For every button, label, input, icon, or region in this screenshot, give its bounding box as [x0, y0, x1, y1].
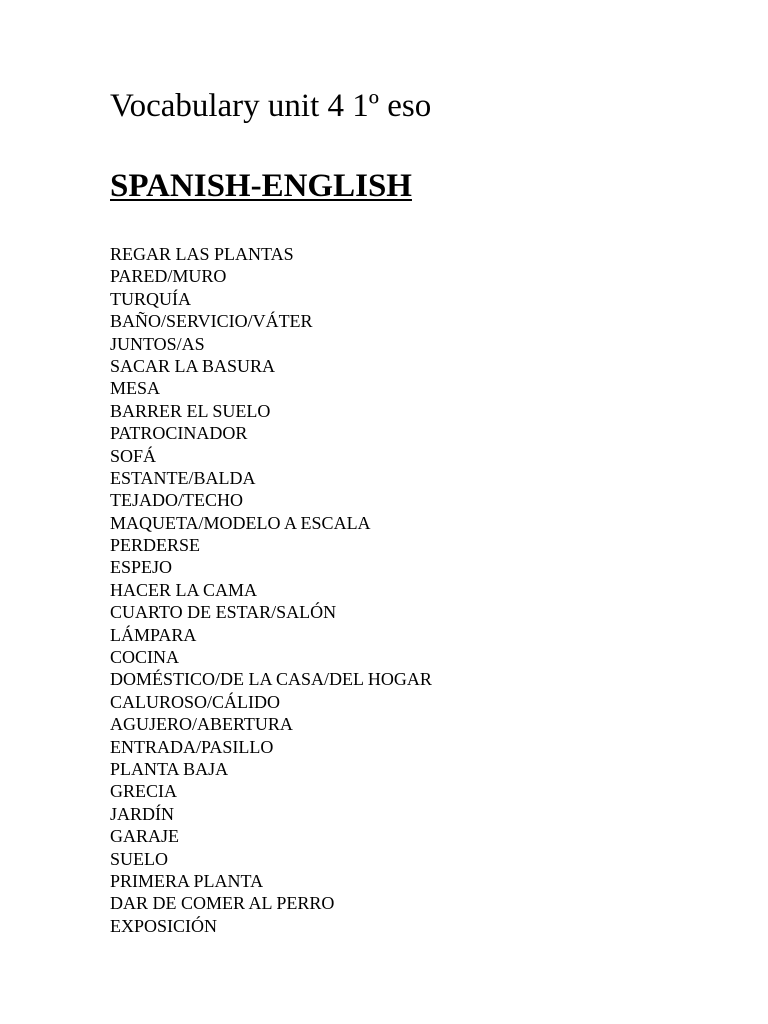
- vocabulary-item: EXPOSICIÓN: [110, 915, 218, 936]
- vocabulary-item: ESTANTE/BALDA: [110, 467, 256, 488]
- vocabulary-item: PERDERSE: [110, 535, 201, 556]
- vocabulary-item: REGAR LAS PLANTAS: [110, 244, 294, 264]
- vocabulary-item: HACER LA CAMA: [110, 579, 258, 600]
- vocabulary-item: BAÑO/SERVICIO/VÁTER: [110, 311, 313, 332]
- vocabulary-item: ENTRADA/PASILLO: [110, 736, 274, 757]
- vocabulary-item: SUELO: [110, 848, 168, 869]
- vocabulary-item: TEJADO/TECHO: [110, 490, 243, 511]
- vocabulary-item: MESA: [110, 378, 161, 399]
- vocabulary-item: DOMÉSTICO/DE LA CASA/DEL HOGAR: [110, 669, 432, 690]
- vocabulary-item: PRIMERA PLANTA: [110, 870, 264, 891]
- vocabulary-item: PLANTA BAJA: [110, 758, 229, 779]
- vocabulary-item: AGUJERO/ABERTURA: [110, 714, 293, 735]
- vocabulary-item: MAQUETA/MODELO A ESCALA: [110, 512, 371, 533]
- vocabulary-list: [110, 243, 432, 937]
- vocabulary-item: ESPEJO: [110, 557, 173, 578]
- vocabulary-item: GRECIA: [110, 781, 177, 802]
- vocabulary-item: SACAR LA BASURA: [110, 355, 276, 376]
- vocabulary-item: LÁMPARA: [110, 624, 197, 645]
- vocabulary-item: CUARTO DE ESTAR/SALÓN: [110, 602, 337, 623]
- vocabulary-item: SOFÁ: [110, 445, 157, 466]
- vocabulary-item: DAR DE COMER AL PERRO: [110, 893, 335, 914]
- vocabulary-item: JUNTOS/AS: [110, 333, 205, 354]
- vocabulary-item: COCINA: [110, 647, 180, 668]
- vocabulary-item: CALUROSO/CÁLIDO: [110, 691, 281, 712]
- vocabulary-item: PARED/MURO: [110, 266, 227, 287]
- vocabulary-item: BARRER EL SUELO: [110, 400, 271, 421]
- section-heading: SPANISH-ENGLISH: [110, 168, 412, 204]
- document-title: Vocabulary unit 4 1º eso: [110, 88, 432, 124]
- vocabulary-item: TURQUÍA: [110, 288, 191, 309]
- vocabulary-item: GARAJE: [110, 826, 180, 847]
- vocabulary-item: PATROCINADOR: [110, 423, 248, 444]
- vocabulary-item: JARDÍN: [110, 803, 175, 824]
